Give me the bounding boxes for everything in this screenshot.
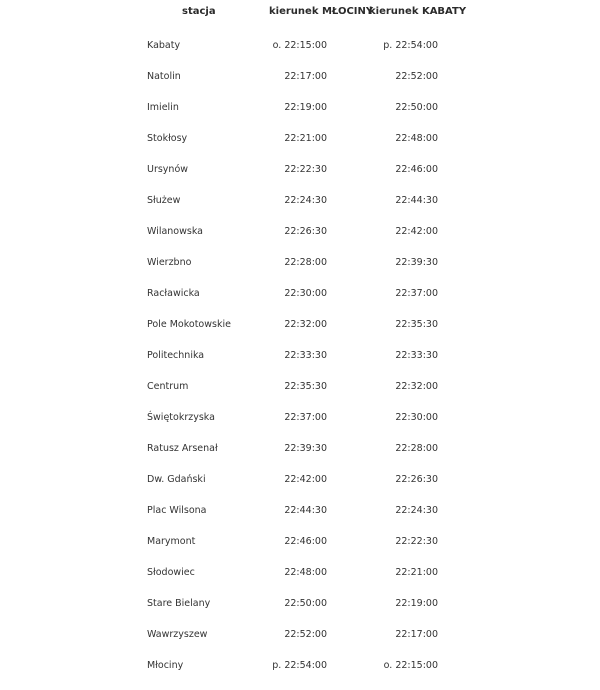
time-direction-kabaty: 22:39:30 <box>395 257 438 268</box>
time-direction-kabaty: 22:32:00 <box>395 381 438 392</box>
station-name: Imielin <box>147 102 179 113</box>
table-row <box>0 163 600 194</box>
time-direction-mlociny: 22:52:00 <box>284 629 327 640</box>
time-direction-mlociny: 22:46:00 <box>284 536 327 547</box>
station-name: Plac Wilsona <box>147 505 207 516</box>
table-row <box>0 535 600 566</box>
station-name: Słodowiec <box>147 567 195 578</box>
station-name: Marymont <box>147 536 196 547</box>
time-direction-mlociny: 22:17:00 <box>284 71 327 82</box>
station-name: Wawrzyszew <box>147 629 208 640</box>
time-direction-mlociny: 22:28:00 <box>284 257 327 268</box>
time-direction-kabaty: 22:44:30 <box>395 195 438 206</box>
table-row <box>0 194 600 225</box>
table-row <box>0 442 600 473</box>
table-row <box>0 473 600 504</box>
station-name: Politechnika <box>147 350 205 361</box>
table-row <box>0 628 600 659</box>
time-direction-mlociny: 22:48:00 <box>284 567 327 578</box>
time-direction-kabaty: 22:19:00 <box>395 598 438 609</box>
time-direction-kabaty: p. 22:54:00 <box>383 40 438 51</box>
station-name: Stokłosy <box>147 133 188 144</box>
time-direction-mlociny: 22:24:30 <box>284 195 327 206</box>
time-direction-mlociny: 22:44:30 <box>284 505 327 516</box>
time-direction-mlociny: 22:39:30 <box>284 443 327 454</box>
time-direction-mlociny: 22:32:00 <box>284 319 327 330</box>
table-row <box>0 287 600 318</box>
time-direction-kabaty: 22:35:30 <box>395 319 438 330</box>
station-name: Stare Bielany <box>147 598 211 609</box>
table-row <box>0 318 600 349</box>
time-direction-kabaty: 22:26:30 <box>395 474 438 485</box>
time-direction-mlociny: 22:19:00 <box>284 102 327 113</box>
time-direction-mlociny: 22:33:30 <box>284 350 327 361</box>
table-row <box>0 256 600 287</box>
time-direction-kabaty: 22:50:00 <box>395 102 438 113</box>
station-name: Wilanowska <box>147 226 203 237</box>
header-station: stacja <box>182 6 216 17</box>
time-direction-kabaty: 22:17:00 <box>395 629 438 640</box>
time-direction-mlociny: 22:35:30 <box>284 381 327 392</box>
header-direction-kabaty: kierunek KABATY <box>369 6 467 17</box>
station-name: Pole Mokotowskie <box>147 319 231 330</box>
table-header <box>0 6 600 22</box>
table-row <box>0 597 600 628</box>
time-direction-kabaty: 22:24:30 <box>395 505 438 516</box>
time-direction-kabaty: 22:30:00 <box>395 412 438 423</box>
table-row <box>0 225 600 256</box>
time-direction-kabaty: o. 22:15:00 <box>383 660 438 671</box>
table-row <box>0 659 600 690</box>
time-direction-mlociny: 22:50:00 <box>284 598 327 609</box>
time-direction-mlociny: 22:21:00 <box>284 133 327 144</box>
time-direction-kabaty: 22:48:00 <box>395 133 438 144</box>
table-row <box>0 380 600 411</box>
time-direction-kabaty: 22:33:30 <box>395 350 438 361</box>
station-name: Racławicka <box>147 288 200 299</box>
station-name: Kabaty <box>147 40 181 51</box>
station-name: Natolin <box>147 71 181 82</box>
time-direction-mlociny: 22:26:30 <box>284 226 327 237</box>
table-row <box>0 411 600 442</box>
table-row <box>0 101 600 132</box>
station-name: Ratusz Arsenał <box>147 443 218 454</box>
time-direction-kabaty: 22:46:00 <box>395 164 438 175</box>
time-direction-kabaty: 22:21:00 <box>395 567 438 578</box>
table-row <box>0 70 600 101</box>
time-direction-kabaty: 22:42:00 <box>395 226 438 237</box>
station-name: Młociny <box>147 660 184 671</box>
time-direction-mlociny: 22:30:00 <box>284 288 327 299</box>
table-body <box>0 39 600 690</box>
table-row <box>0 566 600 597</box>
time-direction-mlociny: 22:42:00 <box>284 474 327 485</box>
table-row <box>0 132 600 163</box>
station-name: Służew <box>147 195 181 206</box>
station-name: Wierzbno <box>147 257 192 268</box>
header-direction-mlociny: kierunek MŁOCINY <box>269 6 374 17</box>
time-direction-mlociny: p. 22:54:00 <box>272 660 327 671</box>
table-row <box>0 349 600 380</box>
station-name: Dw. Gdański <box>147 474 206 485</box>
time-direction-mlociny: 22:37:00 <box>284 412 327 423</box>
time-direction-kabaty: 22:37:00 <box>395 288 438 299</box>
time-direction-kabaty: 22:52:00 <box>395 71 438 82</box>
time-direction-kabaty: 22:28:00 <box>395 443 438 454</box>
table-row <box>0 39 600 70</box>
station-name: Świętokrzyska <box>147 412 215 423</box>
time-direction-mlociny: 22:22:30 <box>284 164 327 175</box>
station-name: Centrum <box>147 381 189 392</box>
time-direction-kabaty: 22:22:30 <box>395 536 438 547</box>
table-row <box>0 504 600 535</box>
time-direction-mlociny: o. 22:15:00 <box>272 40 327 51</box>
station-name: Ursynów <box>147 164 189 175</box>
